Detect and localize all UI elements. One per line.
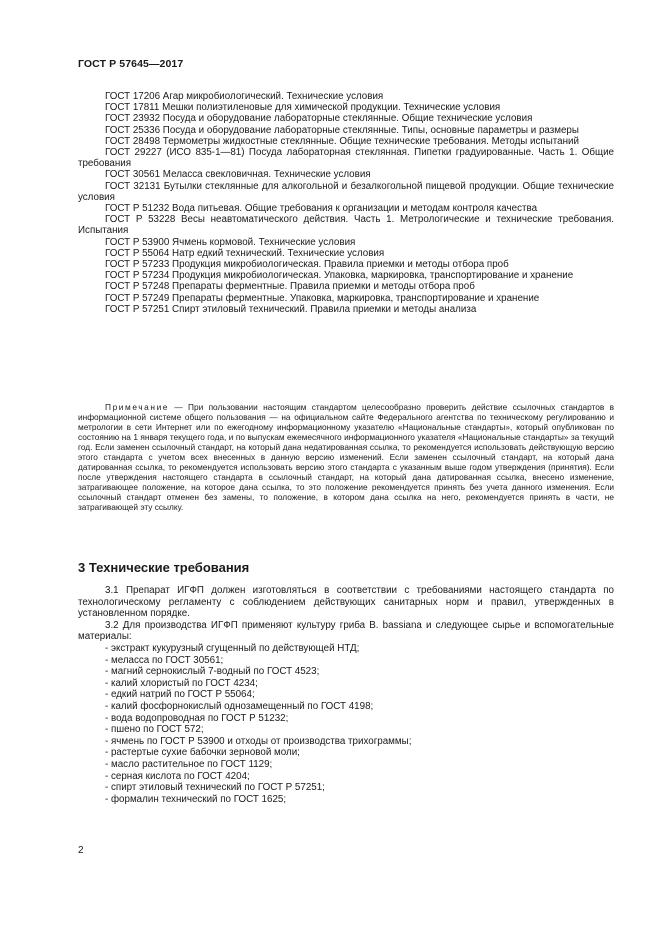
reference-item: ГОСТ 23932 Посуда и оборудование лабораторные стеклянные. Общие технические условия <box>105 113 533 125</box>
reference-item: ГОСТ 17811 Мешки полиэтиленовые для химической продукции. Технические условия <box>105 102 501 114</box>
reference-item: ГОСТ Р 57249 Препараты ферментные. Упаковка, маркировка, транспортирование и хранение <box>105 292 540 304</box>
note-text: При пользовании настоящим стандартом целесообразно проверить действие ссылочных стандартов в информационной системе общего пользования — на официальном сайте Федерального агентства по техническому регулированию и метрологии в сети Интернет или по ежегодному информационному указателю «Национальные стандарты», который опубликован по состоянию на 1 января текущего года, и по выпускам ежемесячного информационного указателя «Национальные стандарты» за текущий год. Если заменен ссылочный стандарт, на который дана недатированная ссылка, то рекомендуется использовать действующую версию этого стандарта с учетом всех внесенных в данную версию изменений. Если заменен ссылочный стандарт, на который дана датированная ссылка, то рекомендуется использовать версию этого стандарта с указанным выше годом утверждения (принятия). Если после утверждения настоящего стандарта в ссылочный стандарт, на который дана датированная ссылка, внесено изменение, затрагивающее положение, на которое дана ссылка, то это положение рекомендуется принять без учета данного изменения. Если ссылочный стандарт отменен без замены, то положение, в котором дана ссылка на него, рекомендуется принять в части, не затрагивающей эту ссылку. <box>78 402 614 512</box>
reference-item: ГОСТ Р 53900 Ячмень кормовой. Технические условия <box>105 236 356 248</box>
reference-item: ГОСТ Р 57248 Препараты ферментные. Правила приемки и методы отбора проб <box>105 281 475 293</box>
list-item: - спирт этиловый технический по ГОСТ Р 57251; <box>105 782 325 794</box>
list-item: - калий хлористый по ГОСТ 4234; <box>105 677 258 689</box>
paragraph-3-2: 3.2 Для производства ИГФП применяют культуру гриба B. bassiana и следующее сырье и вспомогательные материалы: <box>78 619 614 643</box>
list-item: - меласса по ГОСТ 30561; <box>105 654 224 666</box>
reference-item: ГОСТ 25336 Посуда и оборудование лабораторные стеклянные. Типы, основные параметры и размеры <box>105 124 579 136</box>
reference-item: ГОСТ 29227 (ИСО 835-1—81) Посуда лабораторная стеклянная. Пипетки градуированные. Часть 1. Общие требования <box>78 147 614 170</box>
list-item: - едкий натрий по ГОСТ Р 55064; <box>105 689 255 701</box>
reference-item: ГОСТ 28498 Термометры жидкостные стеклянные. Общие технические требования. Методы испытаний <box>105 135 579 147</box>
list-item: - экстракт кукурузный сгущенный по действующей НТД; <box>105 642 360 654</box>
paragraph-3-1: 3.1 Препарат ИГФП должен изготовляться в соответствии с требованиями настоящего стандарта по технологическому регламенту с соблюдением действующих санитарных норм и правил, утвержденных в установленном порядке. <box>78 585 614 620</box>
list-item: - растертые сухие бабочки зерновой моли; <box>105 747 300 759</box>
list-item: - ячмень по ГОСТ Р 53900 и отходы от производства трихограммы; <box>105 735 412 747</box>
list-item: - формалин технический по ГОСТ 1625; <box>105 793 287 805</box>
reference-item: ГОСТ 17206 Агар микробиологический. Технические условия <box>105 91 384 102</box>
reference-item: ГОСТ Р 57251 Спирт этиловый технический. Правила приемки и методы анализа <box>105 303 477 315</box>
reference-item: ГОСТ 32131 Бутылки стеклянные для алкогольной и безалкогольной пищевой продукции. Общие технические условия <box>78 180 614 203</box>
section-body <box>78 585 614 805</box>
list-item: - магний сернокислый 7-водный по ГОСТ 4523; <box>105 666 320 678</box>
list-item: - масло растительное по ГОСТ 1129; <box>105 758 273 770</box>
note-label: Примечание <box>105 402 170 412</box>
page-number: 2 <box>78 845 84 856</box>
list-item: - пшено по ГОСТ 572; <box>105 724 204 736</box>
note-dash: — <box>169 402 189 412</box>
normative-references-list <box>78 91 614 315</box>
materials-list <box>78 643 614 805</box>
reference-item: ГОСТ Р 51232 Вода питьевая. Общие требования к организации и методам контроля качества <box>105 203 538 215</box>
note-paragraph <box>78 402 614 512</box>
section-heading: 3 Технические требования <box>78 560 250 575</box>
list-item: - вода водопроводная по ГОСТ Р 51232; <box>105 712 289 724</box>
list-item: - серная кислота по ГОСТ 4204; <box>105 770 250 782</box>
reference-item: ГОСТ Р 55064 Натр едкий технический. Технические условия <box>105 247 385 259</box>
list-item: - калий фосфорнокислый однозамещенный по ГОСТ 4198; <box>105 700 374 712</box>
reference-item: ГОСТ Р 57234 Продукция микробиологическая. Упаковка, маркировка, транспортирование и хранение <box>105 270 574 282</box>
reference-item: ГОСТ Р 57233 Продукция микробиологическая. Правила приемки и методы отбора проб <box>105 259 509 271</box>
reference-item: ГОСТ 30561 Меласса свекловичная. Технические условия <box>105 169 371 181</box>
document-header: ГОСТ Р 57645—2017 <box>78 58 184 70</box>
reference-item: ГОСТ Р 53228 Весы неавтоматического действия. Часть 1. Метрологические и технические требования. Испытания <box>78 214 614 237</box>
